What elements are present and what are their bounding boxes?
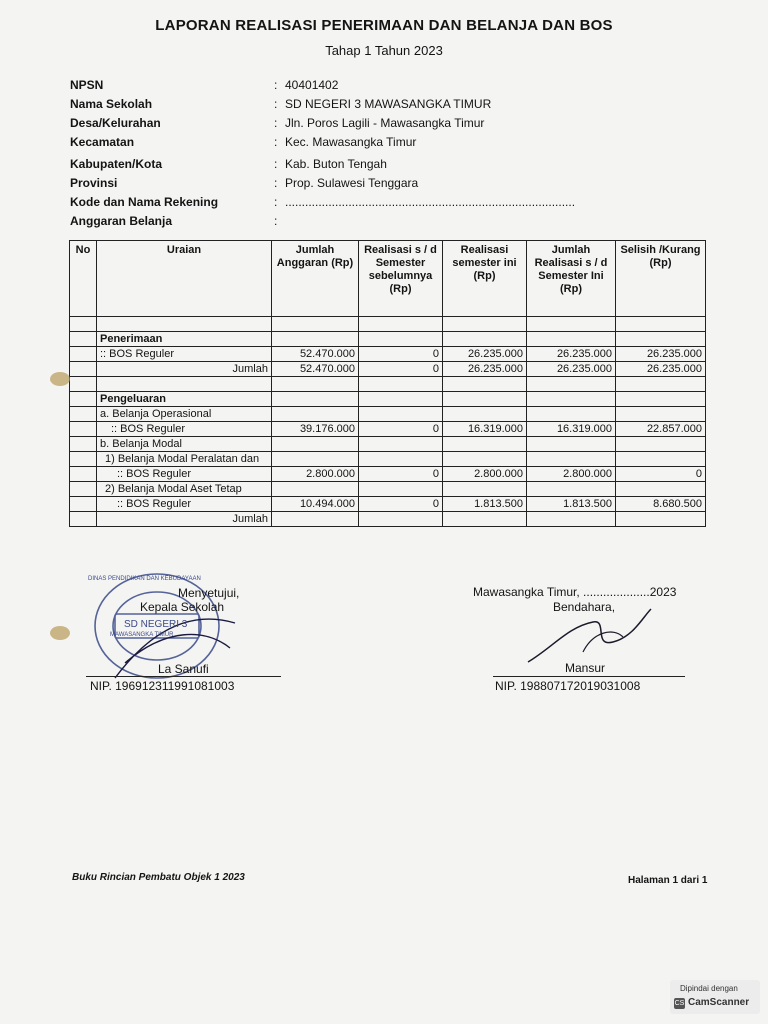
cell-amount	[272, 377, 359, 392]
cell-amount: 2.800.000	[443, 467, 527, 482]
cell-no	[70, 317, 97, 332]
table-row	[70, 332, 706, 347]
table-row	[70, 437, 706, 452]
cell-amount	[359, 407, 443, 422]
header-anggaran: Jumlah Anggaran (Rp)	[272, 241, 359, 317]
cell-amount	[272, 437, 359, 452]
cell-uraian	[97, 377, 272, 392]
cell-uraian: :: BOS Reguler	[97, 422, 272, 437]
approval-text: Menyetujui,	[178, 586, 240, 600]
cell-amount	[359, 332, 443, 347]
treasurer-name: Mansur	[565, 661, 606, 675]
cell-amount	[616, 512, 706, 527]
report-table-body	[70, 317, 706, 527]
cell-amount: 39.176.000	[272, 422, 359, 437]
principal-name: La Sanufi	[158, 662, 209, 676]
document-page: LAPORAN REALISASI PENERIMAAN DAN BELANJA DAN BOS Tahap 1 Tahun 2023 NPSN : 40401402 Nama Sekolah : SD NEGERI 3 MAWASANGKA TIMUR Desa/Kelurahan : Jln. Poros Lagili - Mawasangka Timur Kecamatan : Kec. Mawasangka Timur Kabupaten/Kota : Kab. Buton Tengah Provinsi : Prop. Sulawesi Tenggara Kode dan Nama Rekening : ....................................................................................... Anggaran Belanja : No Uraian Jumlah Anggaran (Rp) Realisasi s / d Semester sebelumnya (Rp) Realisasi semester ini (Rp) Jumlah Realisasi s / d Semester Ini (Rp) Selisih /Kurang (Rp) Penerimaan :: BOS Reguler 52.470.000 0 26.235.000 26.235.000 26.235.000 Jumlah 52.470.000 0 26.235.000 26.235.000 26.235.000 Pengeluaran a. Belanja Operasional :: BOS Reguler 39.176.000 0 16.319.000 16.319.000 22.857.000 b. Belanja Modal 1) Belanja Modal Peralatan dan :: BOS Reguler 2.800.000 0 2.800.000 2.800.000 0 2) Belanja Modal Aset Tetap :: BOS Reguler 10.494.000 0 1.813.500 1.813.500 8.680.500 Jumlah Menyetujui, Kepala Sekolah SD NEGERI 3 MAWASANGKA TIMUR DINAS PENDIDIKAN DAN KEBUDAYAAN La Sanufi NIP. 196912311991081003 Mawasangka Timur, ....................2023 Bendahara, Mansur NIP. 198807172019031008 Buku Rincian Pembatu Objek 1 2023 Halaman 1 dari 1 Dipindai dengan CS CamScanner	[0, 0, 768, 1024]
info-value: Jln. Poros Lagili - Mawasangka Timur	[285, 116, 485, 130]
cell-amount: 52.470.000	[272, 347, 359, 362]
info-label: Nama Sekolah	[70, 97, 153, 111]
treasurer-nip: NIP. 198807172019031008	[495, 679, 641, 693]
principal-nip: NIP. 196912311991081003	[90, 679, 235, 693]
table-row	[70, 407, 706, 422]
watermark-caption: Dipindai dengan	[680, 984, 738, 993]
cell-amount: 0	[359, 467, 443, 482]
treasurer-signature	[523, 607, 653, 667]
cell-amount: 26.235.000	[616, 362, 706, 377]
table-row	[70, 392, 706, 407]
cell-uraian	[97, 317, 272, 332]
cell-amount: 8.680.500	[616, 497, 706, 512]
cell-amount: 1.813.500	[527, 497, 616, 512]
table-row	[70, 377, 706, 392]
cell-amount	[272, 452, 359, 467]
cell-uraian: Jumlah	[97, 512, 272, 527]
cell-amount	[359, 512, 443, 527]
cell-no	[70, 467, 97, 482]
cell-uraian: Penerimaan	[97, 332, 272, 347]
info-label: Provinsi	[70, 176, 118, 190]
info-label: Kecamatan	[70, 135, 135, 149]
table-row	[70, 422, 706, 437]
cell-amount: 16.319.000	[443, 422, 527, 437]
cell-amount	[527, 407, 616, 422]
header-no: No	[70, 241, 97, 317]
cell-no	[70, 392, 97, 407]
cell-amount	[272, 512, 359, 527]
cell-amount: 2.800.000	[527, 467, 616, 482]
cell-no	[70, 332, 97, 347]
cell-amount	[359, 437, 443, 452]
cell-amount	[527, 377, 616, 392]
cell-amount	[616, 437, 706, 452]
header-realisasi-semester-ini: Realisasi semester ini (Rp)	[443, 241, 527, 317]
cell-amount: 26.235.000	[443, 347, 527, 362]
cell-uraian: a. Belanja Operasional	[97, 407, 272, 422]
report-table	[69, 240, 706, 527]
cell-amount	[272, 332, 359, 347]
cell-amount	[272, 317, 359, 332]
table-row	[70, 347, 706, 362]
cell-amount	[443, 407, 527, 422]
cell-no	[70, 362, 97, 377]
cell-uraian: b. Belanja Modal	[97, 437, 272, 452]
cell-amount	[443, 437, 527, 452]
cell-amount: 22.857.000	[616, 422, 706, 437]
info-value: Prop. Sulawesi Tenggara	[285, 176, 419, 190]
table-header-row	[70, 241, 706, 317]
cell-amount	[616, 482, 706, 497]
footer-page-number: Halaman 1 dari 1	[628, 875, 708, 886]
cell-amount	[527, 437, 616, 452]
cell-uraian: :: BOS Reguler	[97, 347, 272, 362]
cell-amount	[359, 317, 443, 332]
info-label: Kabupaten/Kota	[70, 157, 163, 171]
info-label: Anggaran Belanja	[70, 214, 173, 228]
table-row	[70, 362, 706, 377]
cell-no	[70, 377, 97, 392]
binder-mark-2	[50, 626, 70, 640]
cell-amount	[359, 452, 443, 467]
cell-amount	[616, 332, 706, 347]
cell-amount	[443, 512, 527, 527]
cell-amount	[527, 512, 616, 527]
table-row	[70, 482, 706, 497]
cell-amount	[359, 377, 443, 392]
cell-amount	[527, 392, 616, 407]
cell-amount	[616, 317, 706, 332]
cell-amount	[527, 332, 616, 347]
cell-amount: 26.235.000	[443, 362, 527, 377]
cell-amount: 16.319.000	[527, 422, 616, 437]
stamp-ring-text: DINAS PENDIDIKAN DAN KEBUDAYAAN	[88, 576, 201, 582]
info-label: NPSN	[70, 78, 104, 92]
cell-amount: 2.800.000	[272, 467, 359, 482]
table-row	[70, 467, 706, 482]
cell-amount: 0	[616, 467, 706, 482]
camscanner-icon: CS	[674, 1000, 685, 1007]
info-label: Kode dan Nama Rekening	[70, 195, 219, 209]
cell-amount: 26.235.000	[527, 347, 616, 362]
place-date: Mawasangka Timur, ....................2023	[473, 585, 677, 599]
cell-amount	[527, 317, 616, 332]
table-row	[70, 497, 706, 512]
binder-mark-1	[50, 372, 70, 386]
cell-amount	[443, 392, 527, 407]
info-label: Desa/Kelurahan	[70, 116, 161, 130]
treasurer-role: Bendahara,	[553, 600, 616, 614]
cell-uraian: Pengeluaran	[97, 392, 272, 407]
cell-no	[70, 407, 97, 422]
cell-amount	[616, 407, 706, 422]
cell-uraian: Jumlah	[97, 362, 272, 377]
cell-no	[70, 452, 97, 467]
cell-amount: 1.813.500	[443, 497, 527, 512]
cell-amount	[272, 482, 359, 497]
cell-amount	[443, 452, 527, 467]
cell-no	[70, 437, 97, 452]
table-row	[70, 512, 706, 527]
cell-amount: 26.235.000	[616, 347, 706, 362]
cell-amount	[527, 482, 616, 497]
report-subtitle: Tahap 1 Tahun 2023	[325, 43, 443, 58]
cell-amount	[527, 452, 616, 467]
header-selisih: Selisih /Kurang (Rp)	[616, 241, 706, 317]
cell-amount	[359, 392, 443, 407]
stamp-subtitle: MAWASANGKA TIMUR	[110, 632, 174, 638]
cell-amount: 0	[359, 422, 443, 437]
cell-amount	[443, 332, 527, 347]
cell-amount: 52.470.000	[272, 362, 359, 377]
cell-uraian: 2) Belanja Modal Aset Tetap	[97, 482, 272, 497]
cell-amount: 0	[359, 497, 443, 512]
cell-amount	[616, 377, 706, 392]
cell-amount	[616, 392, 706, 407]
cell-amount	[272, 392, 359, 407]
stamp-center: SD NEGERI 3	[124, 619, 188, 630]
cell-no	[70, 347, 97, 362]
cell-no	[70, 422, 97, 437]
cell-amount	[616, 452, 706, 467]
cell-amount	[443, 317, 527, 332]
header-uraian: Uraian	[97, 241, 272, 317]
cell-amount	[272, 407, 359, 422]
header-jumlah-realisasi: Jumlah Realisasi s / d Semester Ini (Rp)	[527, 241, 616, 317]
cell-uraian: :: BOS Reguler	[97, 467, 272, 482]
camscanner-watermark	[670, 980, 760, 1014]
header-realisasi-sebelumnya: Realisasi s / d Semester sebelumnya (Rp)	[359, 241, 443, 317]
cell-amount: 0	[359, 347, 443, 362]
footer-book-title: Buku Rincian Pembatu Objek 1 2023	[72, 872, 245, 883]
cell-amount	[359, 482, 443, 497]
cell-no	[70, 497, 97, 512]
cell-no	[70, 482, 97, 497]
cell-no	[70, 512, 97, 527]
cell-amount: 26.235.000	[527, 362, 616, 377]
cell-uraian: :: BOS Reguler	[97, 497, 272, 512]
principal-role: Kepala Sekolah	[140, 600, 225, 614]
info-value: Kab. Buton Tengah	[285, 157, 387, 171]
cell-amount	[443, 482, 527, 497]
table-row	[70, 317, 706, 332]
table-row	[70, 452, 706, 467]
report-title: LAPORAN REALISASI PENERIMAAN DAN BELANJA DAN BOS	[155, 17, 613, 34]
cell-amount	[443, 377, 527, 392]
info-value: .......................................................................................	[285, 195, 576, 209]
info-value: SD NEGERI 3 MAWASANGKA TIMUR	[285, 97, 492, 111]
info-value: 40401402	[285, 78, 339, 92]
cell-amount: 10.494.000	[272, 497, 359, 512]
cell-uraian: 1) Belanja Modal Peralatan dan	[97, 452, 272, 467]
info-value: Kec. Mawasangka Timur	[285, 135, 417, 149]
cell-amount: 0	[359, 362, 443, 377]
watermark-brand: CamScanner	[688, 997, 750, 1008]
